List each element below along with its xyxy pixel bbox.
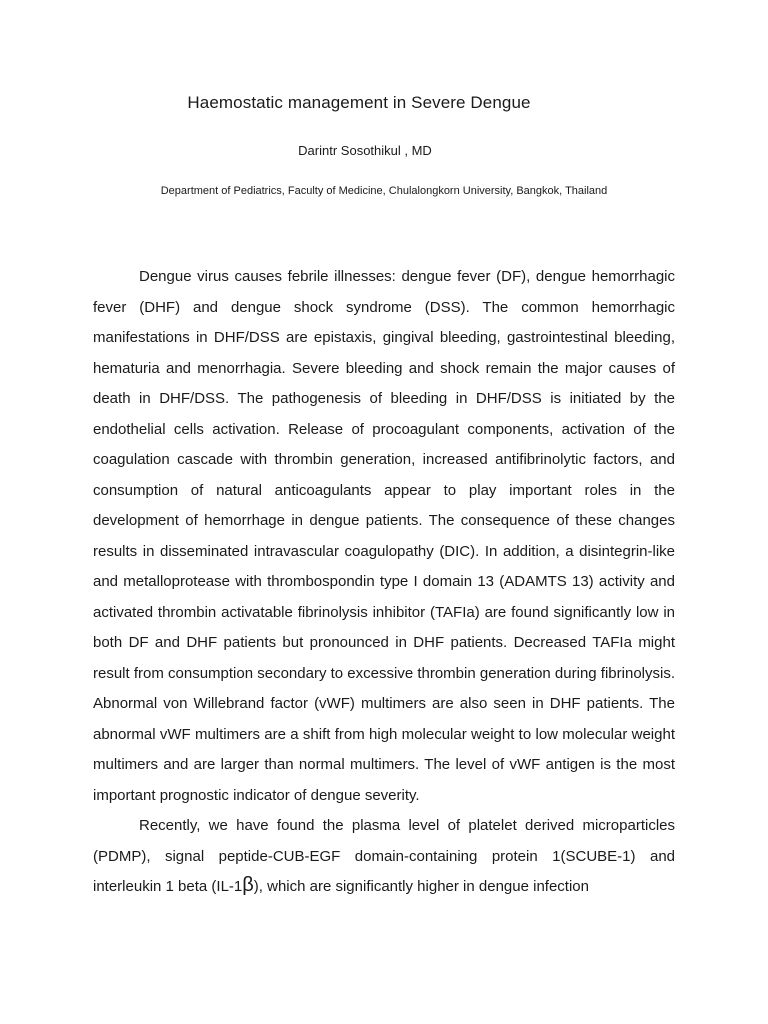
author-line: Darintr Sosothikul , MD (298, 143, 432, 158)
body-text (93, 262, 675, 903)
document-title: Haemostatic management in Severe Dengue (187, 93, 531, 112)
paragraph-2 (93, 811, 675, 903)
beta-symbol: β (242, 874, 254, 896)
paragraph-2-text-end: ), which are significantly higher in dengue infection (253, 878, 589, 895)
paragraph-2-text-start: Recently, we have found the plasma level of platelet derived microparticles (PDMP), signal peptide-CUB-EGF domain-containing protein 1(SCUBE-1) and interleukin 1 beta (IL-1 (93, 817, 675, 895)
affiliation-line: Department of Pediatrics, Faculty of Medicine, Chulalongkorn University, Bangkok, Thailand (160, 185, 608, 197)
paragraph-1: Dengue virus causes febrile illnesses: dengue fever (DF), dengue hemorrhagic fever (DHF) and dengue shock syndrome (DSS). The common hemorrhagic manifestations in DHF/DSS are epistaxis, gingival bleeding, gastrointestinal bleeding, hematuria and menorrhagia. Severe bleeding and shock remain the major causes of death in DHF/DSS. The pathogenesis of bleeding in DHF/DSS is initiated by the endothelial cells activation. Release of procoagulant components, activation of the coagulation cascade with thrombin generation, increased antifibrinolytic factors, and consumption of natural anticoagulants appear to play important roles in the development of hemorrhage in dengue patients. The consequence of these changes results in disseminated intravascular coagulopathy (DIC). In addition, a disintegrin-like and metalloprotease with thrombospondin type I domain 13 (ADAMTS 13) activity and activated thrombin activatable fibrinolysis inhibitor (TAFIa) are found significantly low in both DF and DHF patients but pronounced in DHF patients. Decreased TAFIa might result from consumption secondary to excessive thrombin generation during fibrinolysis. Abnormal von Willebrand factor (vWF) multimers are also seen in DHF patients. The abnormal vWF multimers are a shift from high molecular weight to low molecular weight multimers and are larger than normal multimers. The level of vWF antigen is the most important prognostic indicator of dengue severity. (93, 268, 675, 804)
